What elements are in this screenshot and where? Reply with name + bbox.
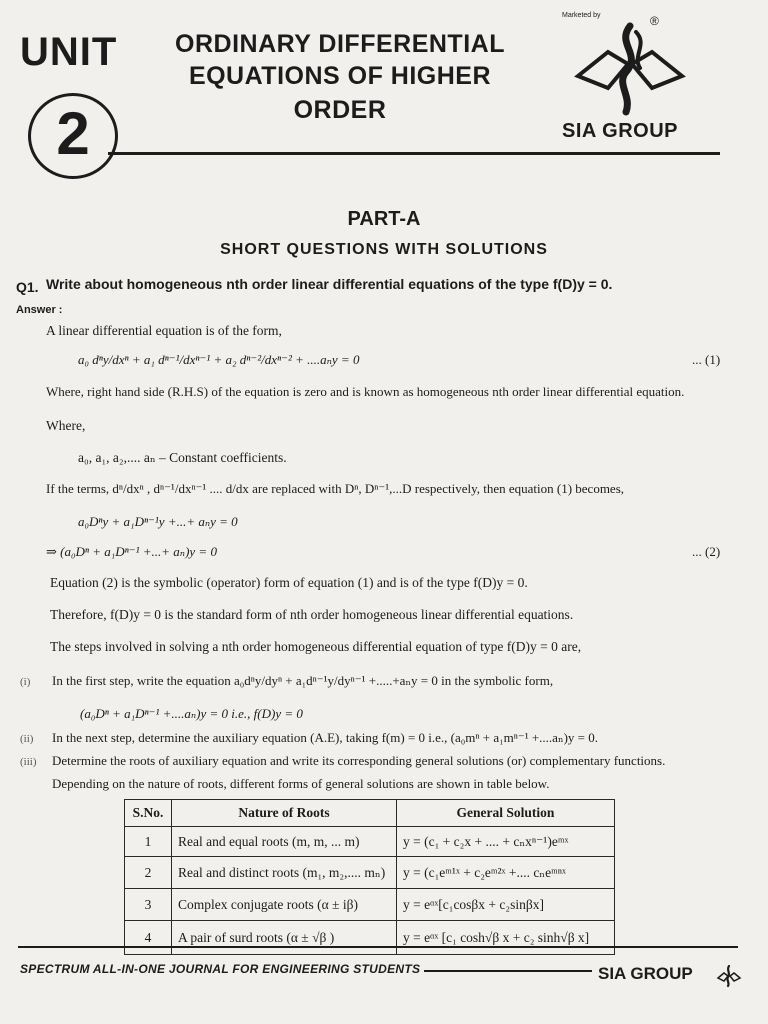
where-rhs-text: Where, right hand side (R.H.S) of the equation is zero and is known as homogeneous nth order linear differential equation. <box>46 384 685 399</box>
roots-table <box>124 799 615 955</box>
table-cell-nature: A pair of surd roots (α ± √β ) <box>172 921 397 955</box>
marketed-by-text: Marketed by <box>562 12 601 19</box>
table-cell-nature: Real and distinct roots (m₁, m₂,.... mₙ) <box>172 857 397 889</box>
terms-text: If the terms, dⁿ/dxⁿ , dⁿ⁻¹/dxⁿ⁻¹ .... d/dx are replaced with Dⁿ, Dⁿ⁻¹,...D respectively, then equation (1) becomes, <box>46 481 625 496</box>
table-cell-solution: y = (c₁eᵐ¹ˣ + c₂eᵐ²ˣ +.... cₙeᵐⁿˣ <box>397 857 615 889</box>
step-3-numeral: (iii) <box>20 756 37 768</box>
header-rule <box>108 152 720 155</box>
footer-rule <box>424 970 592 972</box>
part-title: PART-A <box>347 208 421 230</box>
answer-label: Answer : <box>16 304 63 316</box>
operator-equation: a₀Dⁿy + a₁Dⁿ⁻¹y +...+ aₙy = 0 <box>78 514 238 529</box>
table-header-sno: S.No. <box>125 800 172 827</box>
standard-form-text: Therefore, f(D)y = 0 is the standard form of nth order homogeneous linear differential equations. <box>50 607 574 622</box>
table-cell-solution: y = eᵅˣ[c₁cosβx + c₂sinβx] <box>397 889 615 921</box>
step-1-equation: (a₀Dⁿ + a₁Dⁿ⁻¹ +....aₙ)y = 0 i.e., f(D)y = 0 <box>80 706 303 721</box>
equation-1-number: ... (1) <box>692 352 721 367</box>
table-cell-sno: 3 <box>125 889 172 921</box>
part-subtitle: SHORT QUESTIONS WITH SOLUTIONS <box>220 241 548 258</box>
step-1-numeral: (i) <box>20 676 31 688</box>
table-header-nature: Nature of Roots <box>172 800 397 827</box>
registered-mark-icon: ® <box>650 14 659 28</box>
steps-intro: The steps involved in solving a nth order homogeneous differential equation of type f(D)y = 0 are, <box>50 639 582 654</box>
constants-text: a₀, a₁, a₂,.... aₙ – Constant coefficients. <box>78 450 287 465</box>
question-text: Write about homogeneous nth order linear differential equations of the type f(D)y = 0. <box>46 276 613 292</box>
unit-label: UNIT <box>20 30 118 74</box>
table-header-row <box>125 800 615 827</box>
brand-name: SIA GROUP <box>562 120 678 142</box>
table-cell-nature: Complex conjugate roots (α ± iβ) <box>172 889 397 921</box>
table-cell-sno: 1 <box>125 827 172 857</box>
answer-intro: A linear differential equation is of the form, <box>46 323 282 338</box>
table-row <box>125 857 615 889</box>
footer-journal-title: SPECTRUM ALL-IN-ONE JOURNAL FOR ENGINEERING STUDENTS <box>20 962 421 976</box>
table-header-solution: General Solution <box>397 800 615 827</box>
table-cell-sno: 2 <box>125 857 172 889</box>
table-cell-nature: Real and equal roots (m, m, ... m) <box>172 827 397 857</box>
unit-number: 2 <box>56 100 90 167</box>
equation-1: a₀ dⁿy/dxⁿ + a₁ dⁿ⁻¹/dxⁿ⁻¹ + a₂ dⁿ⁻²/dxⁿ⁻² + ....aₙy = 0 <box>78 352 360 367</box>
footer-top-rule <box>18 946 738 948</box>
chapter-title-line-3: ORDER <box>293 96 387 124</box>
step-2-text: In the next step, determine the auxiliary equation (A.E), taking f(m) = 0 i.e., (a₀mⁿ + a₁mⁿ⁻¹ +....aₙ)y = 0. <box>52 730 598 745</box>
table-cell-solution: y = eᵅˣ [c₁ cosh√β x + c₂ sinh√β x] <box>397 921 615 955</box>
where-label: Where, <box>46 418 86 433</box>
footer-brand: SIA GROUP <box>598 964 693 983</box>
equation-2: ⇒ (a₀Dⁿ + a₁Dⁿ⁻¹ +...+ aₙ)y = 0 <box>46 544 217 559</box>
depending-text: Depending on the nature of roots, different forms of general solutions are shown in table below. <box>52 776 550 791</box>
symbolic-form-text: Equation (2) is the symbolic (operator) form of equation (1) and is of the type f(D)y = 0. <box>50 575 528 590</box>
question-number: Q1. <box>16 279 39 295</box>
chapter-title-line-2: EQUATIONS OF HIGHER <box>188 62 492 90</box>
sia-logo-icon <box>570 18 690 116</box>
footer-sia-logo-icon <box>716 964 742 988</box>
equation-2-number: ... (2) <box>692 544 721 559</box>
chapter-title-line-1: ORDINARY DIFFERENTIAL <box>175 30 505 58</box>
step-1-text: In the first step, write the equation a₀dⁿy/dyⁿ + a₁dⁿ⁻¹y/dyⁿ⁻¹ +.....+aₙy = 0 in the symbolic form, <box>52 673 554 688</box>
step-3-text: Determine the roots of auxiliary equation and write its corresponding general solutions (or) complementary functions. <box>52 753 666 768</box>
step-2-numeral: (ii) <box>20 733 34 745</box>
table-cell-solution: y = (c₁ + c₂x + .... + cₙxⁿ⁻¹)eᵐˣ <box>397 827 615 857</box>
table-row <box>125 827 615 857</box>
table-row <box>125 889 615 921</box>
table-row <box>125 921 615 955</box>
table-cell-sno: 4 <box>125 921 172 955</box>
